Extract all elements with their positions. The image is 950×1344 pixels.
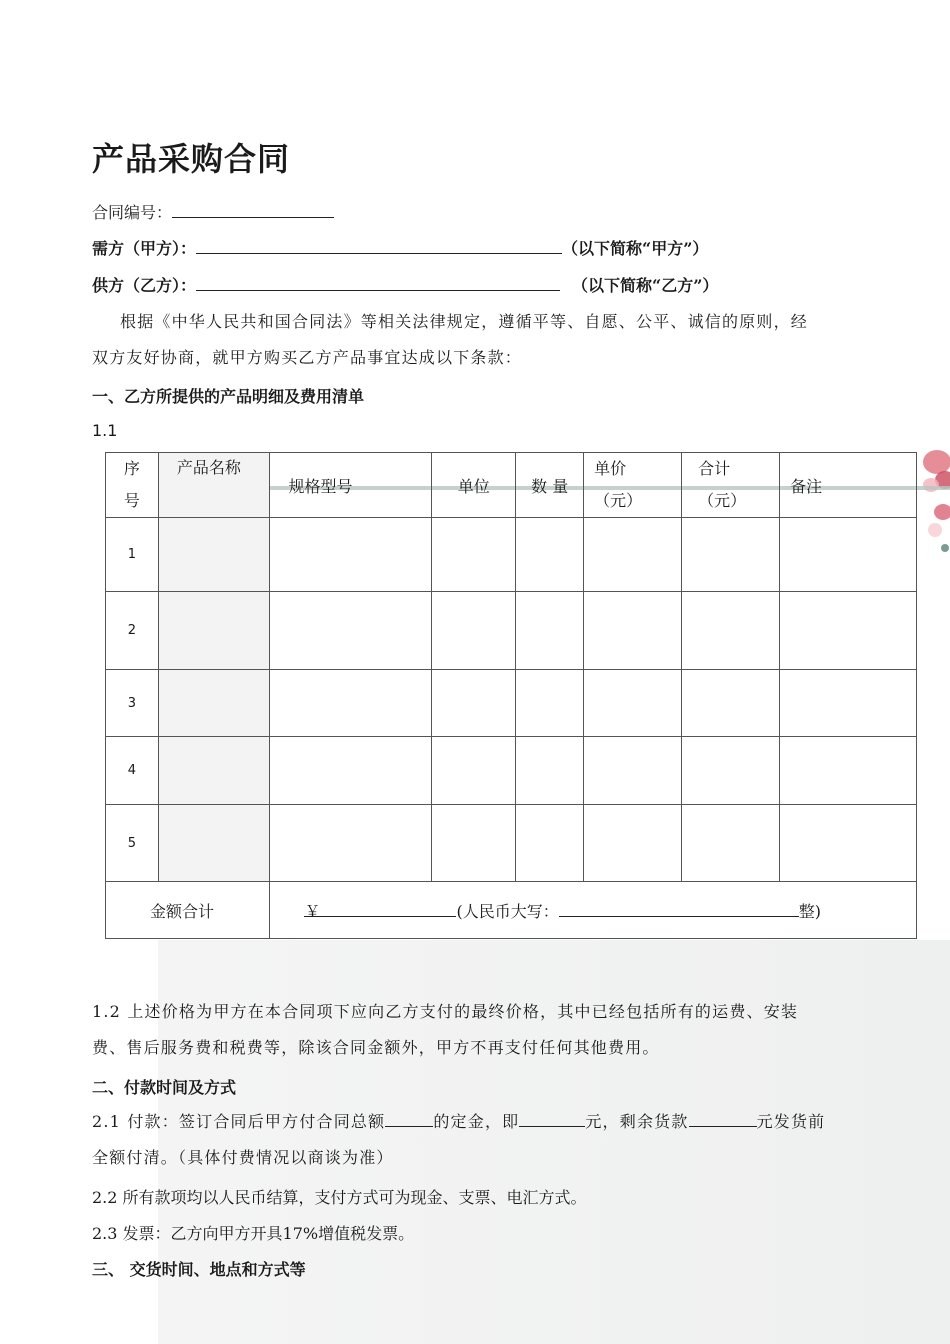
clause-2-3: 2.3 发票：乙方向甲方开具17%增值税发票。 [92, 1224, 415, 1243]
seller-blank[interactable] [196, 275, 560, 291]
cell-quantity[interactable] [516, 805, 584, 882]
cell-product-name[interactable] [158, 805, 270, 882]
deposit-amount-blank[interactable] [519, 1111, 585, 1127]
buyer-blank[interactable] [196, 238, 562, 254]
cell-quantity[interactable] [516, 518, 584, 592]
intro-line-1: 根据《中华人民共和国合同法》等相关法律规定，遵循平等、自愿、公平、诚信的原则，经 [120, 312, 809, 331]
cell-product-name[interactable] [158, 592, 270, 670]
header-remark: 备注 [780, 453, 917, 518]
cell-unit[interactable] [432, 518, 516, 592]
clause-1-1: 1.1 [92, 421, 118, 440]
sum-amount-blank[interactable]: ￥ [304, 899, 456, 917]
cell-total[interactable] [682, 592, 780, 670]
header-product-name: 产品名称 [158, 453, 270, 518]
cell-remark[interactable] [780, 805, 917, 882]
cell-remark[interactable] [780, 518, 917, 592]
document-title: 产品采购合同 [92, 140, 291, 178]
cell-unit[interactable] [432, 670, 516, 737]
cell-total[interactable] [682, 805, 780, 882]
cell-spec[interactable] [270, 592, 432, 670]
cell-unit-price[interactable] [584, 670, 682, 737]
row-seq: 5 [106, 805, 159, 882]
cell-spec[interactable] [270, 518, 432, 592]
seller-row [92, 273, 718, 296]
header-seq: 序 号 [106, 453, 159, 518]
contract-number-label: 合同编号： [92, 203, 173, 222]
cell-remark[interactable] [780, 670, 917, 737]
intro-paragraph [92, 304, 892, 376]
cell-quantity[interactable] [516, 670, 584, 737]
deposit-ratio-blank[interactable] [385, 1111, 433, 1127]
section-2-heading: 二、付款时间及方式 [92, 1078, 237, 1097]
product-table [105, 452, 917, 939]
sum-end: 整) [798, 901, 821, 921]
table-row [106, 592, 917, 670]
table-row [106, 737, 917, 805]
contract-number-blank[interactable] [172, 202, 334, 218]
cell-product-name[interactable] [158, 518, 270, 592]
clause-1-2 [92, 994, 892, 1066]
buyer-row [92, 236, 708, 259]
table-row [106, 670, 917, 737]
header-unit: 单位 [432, 453, 516, 518]
cell-unit-price[interactable] [584, 737, 682, 805]
cell-quantity[interactable] [516, 737, 584, 805]
cell-unit-price[interactable] [584, 518, 682, 592]
clause-2-2: 2.2 所有款项均以人民币结算，支付方式可为现金、支票、电汇方式。 [92, 1188, 587, 1207]
header-unit-price: 单价 （元） [584, 453, 682, 518]
sum-label: 金额合计 [106, 882, 270, 939]
clause-1-2-line-1: 1.2 上述价格为甲方在本合同项下应向乙方支付的最终价格，其中已经包括所有的运费、安装 [92, 1002, 799, 1021]
table-sum-row [106, 882, 917, 939]
cell-unit[interactable] [432, 805, 516, 882]
cell-spec[interactable] [270, 805, 432, 882]
section-3-heading: 三、 交货时间、地点和方式等 [92, 1260, 306, 1279]
cell-remark[interactable] [780, 737, 917, 805]
cell-spec[interactable] [270, 737, 432, 805]
table-row [106, 518, 917, 592]
clause-2-1-line-1: 2.1 付款：签订合同后甲方付合同总额 的定金，即 元，剩余货款 元发货前 [92, 1112, 826, 1131]
clause-2-1 [92, 1104, 892, 1176]
clause-1-2-line-2: 费、售后服务费和税费等，除该合同金额外，甲方不再支付任何其他费用。 [92, 1038, 660, 1057]
table-header-row [106, 453, 917, 518]
cell-total[interactable] [682, 518, 780, 592]
row-seq: 3 [106, 670, 159, 737]
sum-caps-blank[interactable] [559, 899, 799, 917]
cell-total[interactable] [682, 737, 780, 805]
seller-suffix: （以下简称“乙方”） [572, 276, 719, 295]
sum-value-cell [270, 882, 917, 939]
balance-amount-blank[interactable] [689, 1111, 757, 1127]
buyer-label: 需方（甲方）： [92, 239, 197, 258]
cell-quantity[interactable] [516, 592, 584, 670]
table-row [106, 805, 917, 882]
cell-remark[interactable] [780, 592, 917, 670]
cell-total[interactable] [682, 670, 780, 737]
seller-label: 供方（乙方）： [92, 276, 197, 295]
row-seq: 2 [106, 592, 159, 670]
header-quantity: 数 量 [516, 453, 584, 518]
intro-line-2: 双方友好协商，就甲方购买乙方产品事宜达成以下条款： [92, 348, 523, 367]
buyer-suffix: （以下简称“甲方”） [562, 239, 709, 258]
cell-unit-price[interactable] [584, 805, 682, 882]
header-total: 合计 （元） [682, 453, 780, 518]
row-seq: 1 [106, 518, 159, 592]
section-1-heading: 一、乙方所提供的产品明细及费用清单 [92, 387, 365, 406]
contract-number-row [92, 200, 334, 223]
clause-2-1-line-2: 全额付清。（具体付费情况以商谈为准） [92, 1148, 394, 1167]
cell-product-name[interactable] [158, 737, 270, 805]
row-seq: 4 [106, 737, 159, 805]
cell-spec[interactable] [270, 670, 432, 737]
sum-caps-label: (人民币大写： [456, 901, 559, 921]
cell-product-name[interactable] [158, 670, 270, 737]
header-spec: 规格型号 [270, 453, 432, 518]
cell-unit[interactable] [432, 592, 516, 670]
cell-unit[interactable] [432, 737, 516, 805]
cell-unit-price[interactable] [584, 592, 682, 670]
